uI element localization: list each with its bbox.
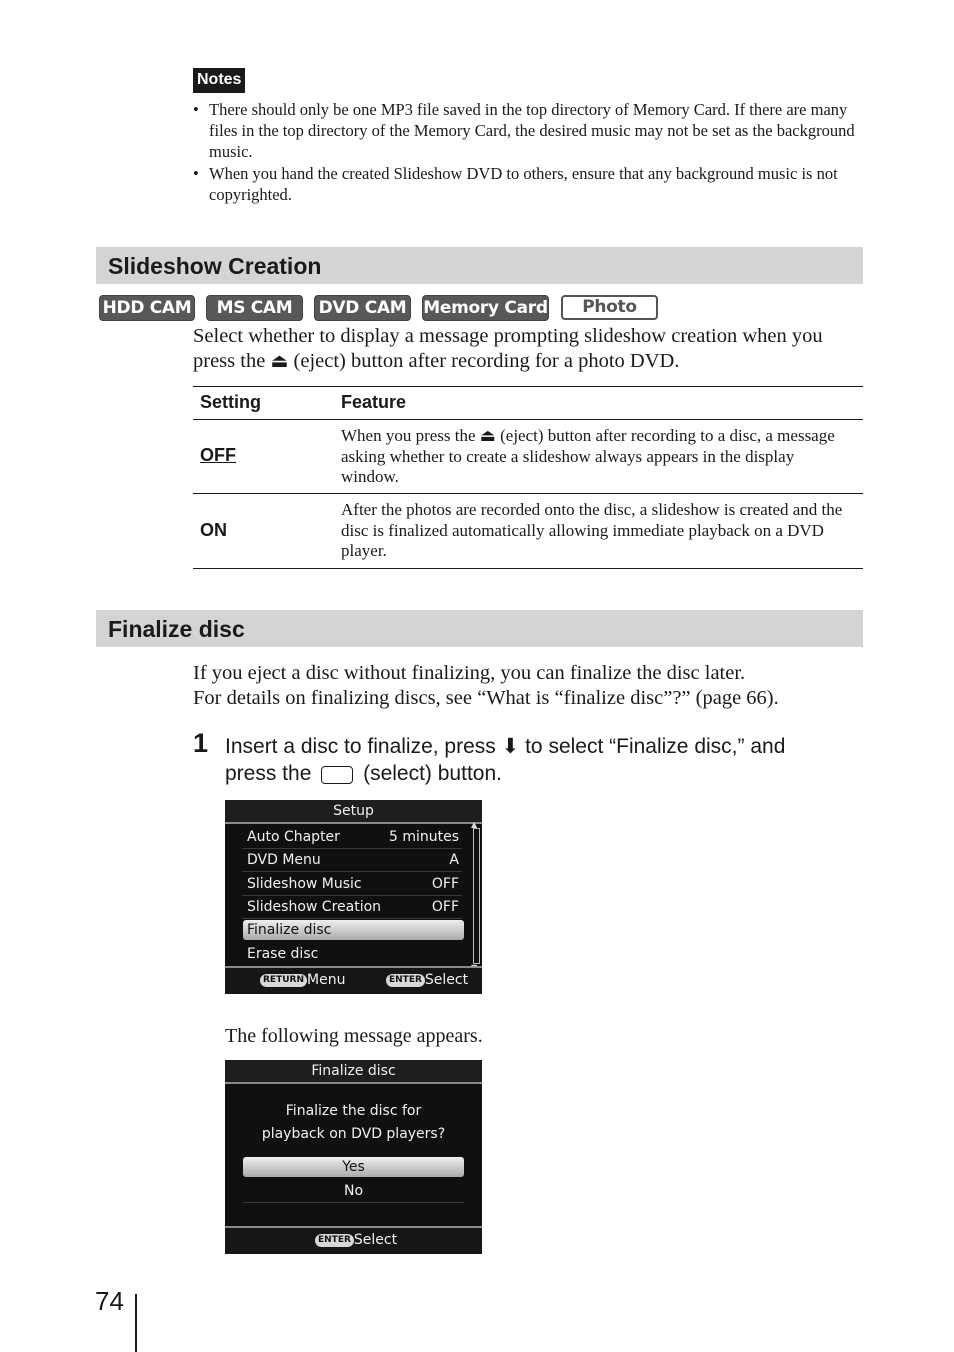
menu-item-label: Erase disc <box>247 946 319 962</box>
menu-item-label: Auto Chapter <box>247 829 340 845</box>
step-text: press the <box>225 762 312 785</box>
section-header-slideshow <box>96 247 863 284</box>
step-text: Insert a disc to finalize, press <box>225 735 496 758</box>
menu-item-finalize-disc[interactable] <box>243 920 464 940</box>
menu-item-value: OFF <box>431 876 459 892</box>
section-title: Slideshow Creation <box>108 253 322 279</box>
section-title: Finalize disc <box>108 616 245 642</box>
menu-item-value: A <box>449 852 459 868</box>
intro-text: (eject) button after recording for a photo DVD. <box>293 350 680 372</box>
hint-label: Select <box>424 972 469 988</box>
settings-table <box>193 386 863 569</box>
hint-label: Select <box>353 1232 398 1248</box>
note-item <box>193 99 863 162</box>
hint-label: Menu <box>307 972 346 988</box>
step-instruction <box>225 733 855 787</box>
note-text: When you hand the created Slideshow DVD to others, ensure that any background music is not copyrighted. <box>209 164 838 204</box>
table-row <box>193 494 863 569</box>
section-header-finalize <box>96 610 863 647</box>
feature-description: After the photos are recorded onto the disc, a slideshow is created and the disc is finalized automatically allowing immediate playback on a DVD player. <box>341 500 843 560</box>
return-hint <box>260 972 345 988</box>
select-button-icon <box>321 766 353 784</box>
option-label: Yes <box>342 1159 365 1175</box>
note-item <box>193 163 863 205</box>
screen-footer <box>225 966 482 994</box>
option-label: No <box>343 1183 364 1199</box>
notes-badge: Notes <box>193 68 245 93</box>
menu-item-label: Slideshow Music <box>247 876 362 892</box>
media-badge-hdd-cam: HDD CAM <box>99 295 195 321</box>
notes-list <box>193 99 863 205</box>
intro-line: For details on finalizing discs, see “What is “finalize disc”?” (page 66). <box>193 687 779 709</box>
bullet: • <box>193 164 199 183</box>
menu-item-dvd-menu[interactable] <box>242 849 462 872</box>
menu-item-label: Finalize disc <box>247 922 332 938</box>
scroll-up-arrow-icon: ▲ <box>471 820 478 829</box>
menu-item-slideshow-music[interactable] <box>242 873 462 896</box>
step-text: (select) button. <box>363 762 502 785</box>
menu-item-auto-chapter[interactable] <box>242 826 462 849</box>
menu-item-value: OFF <box>431 899 459 915</box>
screen-title: Finalize disc <box>225 1060 482 1084</box>
feature-description: When you press the ⏏ (eject) button after recording to a disc, a message asking whether to create a slideshow always appears in the display window. <box>341 426 835 486</box>
setup-menu-screen <box>225 800 482 994</box>
intro-line <box>193 349 863 374</box>
column-header-setting: Setting <box>200 392 261 412</box>
down-arrow-icon: ⬇ <box>501 735 520 758</box>
slideshow-intro <box>193 324 863 374</box>
menu-item-slideshow-creation[interactable] <box>242 896 462 919</box>
setting-value: ON <box>200 520 227 540</box>
question-line: Finalize the disc for <box>285 1103 422 1119</box>
question-line: playback on DVD players? <box>261 1126 446 1142</box>
page-number: 74 <box>95 1286 124 1316</box>
return-key-icon: RETURN <box>260 974 307 987</box>
column-header-feature: Feature <box>341 392 407 412</box>
media-badge-dvd-cam: DVD CAM <box>314 295 411 321</box>
media-badge-memory-card: Memory Card <box>422 295 549 321</box>
menu-item-value: 5 minutes <box>388 829 459 845</box>
step-number: 1 <box>193 728 209 758</box>
menu-item-label: DVD Menu <box>247 852 321 868</box>
option-yes[interactable] <box>243 1157 464 1177</box>
scrollbar[interactable] <box>471 820 480 964</box>
intro-line: If you eject a disc without finalizing, you can finalize the disc later. <box>193 662 746 684</box>
bullet: • <box>193 100 199 119</box>
enter-key-icon: ENTER <box>315 1234 354 1247</box>
menu-item-label: Slideshow Creation <box>247 899 382 915</box>
screen-footer <box>225 1226 482 1254</box>
table-row <box>193 420 863 494</box>
page-number-rule <box>135 1294 137 1352</box>
media-badge-photo: Photo <box>561 295 658 320</box>
message-caption: The following message appears. <box>225 1025 483 1047</box>
enter-key-icon: ENTER <box>386 974 425 987</box>
enter-hint <box>315 1232 397 1248</box>
step-text: to select “Finalize disc,” and <box>525 735 786 758</box>
intro-line: Select whether to display a message prompting slideshow creation when you <box>193 325 823 347</box>
intro-text: press the <box>193 350 266 372</box>
menu-item-erase-disc[interactable] <box>242 943 462 965</box>
finalize-dialog-screen <box>225 1060 482 1254</box>
table-header <box>193 386 863 420</box>
dialog-question <box>225 1100 482 1146</box>
option-no[interactable] <box>243 1180 464 1203</box>
enter-hint <box>386 972 468 988</box>
eject-icon: ⏏ <box>270 351 289 372</box>
note-text: There should only be one MP3 file saved in the top directory of Memory Card. If there are many files in the top directory of the Memory Card, the desired music may not be set as the background music. <box>209 100 855 161</box>
media-badge-ms-cam: MS CAM <box>206 295 303 321</box>
finalize-intro <box>193 661 863 711</box>
setting-value: OFF <box>200 445 236 465</box>
screen-title: Setup <box>225 800 482 824</box>
